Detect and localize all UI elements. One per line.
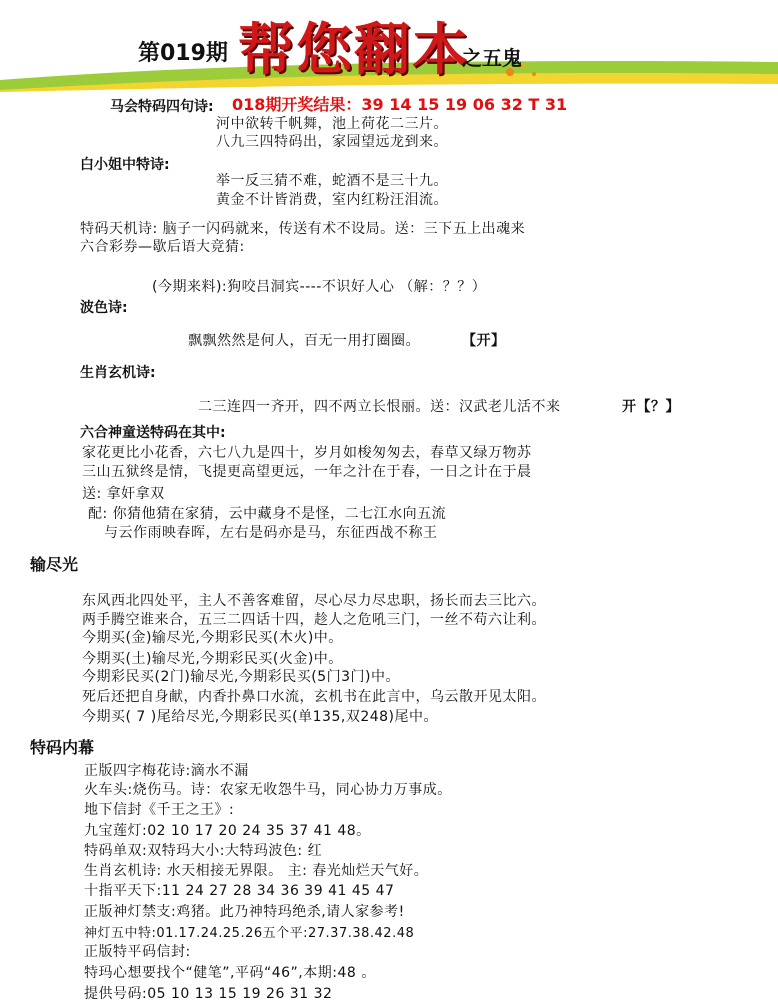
s5-label: 生肖玄机诗: (80, 365, 156, 381)
s8-line4: 九宝莲灯:02 10 17 20 24 35 37 41 48。 (84, 823, 371, 839)
s1-line1: 河中欲转千帆舞，池上荷花二三片。 (216, 116, 448, 132)
brand-title: 帮您翻本 (238, 17, 470, 83)
s2-line1: 举一反三猜不难，蛇酒不是三十九。 (216, 173, 448, 189)
s5-line1: 二三连四一齐开，四不两立长恨丽。送：汉武老儿活不来 (198, 399, 561, 415)
s7-line5: 今期彩民买(2门)输尽光,今期彩民买(5门3门)中。 (82, 669, 401, 685)
s8-line2: 火车头:烧伤马。诗：农家无收怨牛马，同心协力万事成。 (84, 782, 452, 798)
s8-line11: 特玛心想要找个“健笔”,平码“46”,本期:48 。 (84, 965, 376, 981)
s3-line2: 六合彩券—歇后语大竞猜: (80, 239, 245, 255)
s3-line1: 特码天机诗: 脑子一闪码就来，传送有术不设局。送：三下五上出魂来 (80, 221, 526, 237)
s6-line5: 与云作雨映春晖，左右是码亦是马，东征西战不称王 (104, 525, 438, 541)
s6-line4: 配: 你猜他猜在家猜，云中藏身不是怪，二七江水向五流 (88, 506, 447, 522)
s7-line4: 今期买(土)输尽光,今期彩民买(火金)中。 (82, 651, 343, 667)
s8-line7: 十指平天下:11 24 27 28 34 36 39 41 45 47 (84, 883, 395, 899)
s7-line3: 今期买(金)输尽光,今期彩民买(木火)中。 (82, 630, 343, 646)
s5-tag: 开【？】 (622, 399, 680, 415)
s6-label: 六合神童送特码在其中: (80, 425, 226, 441)
s1-line2: 八九三四特码出，家园望远龙到来。 (216, 134, 448, 150)
s7-line1: 东风西北四处平，主人不善客难留，尽心尽力尽忠职，扬长而去三比六。 (82, 593, 546, 609)
s4-line1: 飘飘然然是何人，百无一用打圈圈。 (188, 333, 420, 349)
s6-line3: 送: 拿奸拿双 (82, 486, 165, 502)
s8-line5: 特码单双:双特玛大小:大特玛波色: 红 (84, 843, 323, 859)
s8-line6: 生肖玄机诗: 水天相接无界限。 主: 春光灿烂天气好。 (84, 863, 429, 879)
s8-line3: 地下信封《千王之王》: (84, 802, 235, 818)
s4-tag: 【开】 (462, 333, 506, 349)
s2-line2: 黄金不计皆消费，室内红粉汪泪流。 (216, 192, 448, 208)
s4-label: 波色诗: (80, 300, 128, 316)
issue-number: 第019期 (138, 41, 228, 66)
brand-suffix: 之五鬼 (462, 46, 522, 70)
s8-line12: 提供号码:05 10 13 15 19 26 31 32 (84, 986, 333, 1002)
s7-line6: 死后还把自身献，内香扑鼻口水流，玄机书在此言中，乌云散开见太阳。 (82, 689, 546, 705)
s8-line10: 正版特平码信封: (84, 944, 191, 960)
s6-line1: 家花更比小花香，六七八九是四十，岁月如梭匆匆去，春草又绿万物苏 (82, 445, 532, 461)
s2-label: 白小姐中特诗: (80, 157, 170, 173)
s6-line2: 三山五狱终是情，飞提更高望更远，一年之汁在于春，一日之计在于晨 (82, 464, 532, 480)
s1-label: 马会特码四句诗: (110, 99, 214, 115)
last-result: 018期开奖结果：39 14 15 19 06 32 T 31 (232, 95, 568, 114)
s8-line1: 正版四字梅花诗:滴水不漏 (84, 763, 249, 779)
s7-heading: 输尽光 (30, 555, 79, 574)
s3-line3: (今期来料):狗咬吕洞宾----不识好人心 （解：？？） (152, 279, 487, 295)
s8-line8: 正版神灯禁支:鸡猪。此乃神特玛绝杀,请人家参考! (84, 904, 405, 920)
s7-line7: 今期买( 7 )尾给尽光,今期彩民买(单135,双248)尾中。 (82, 709, 438, 725)
banner-dot-3 (532, 72, 536, 76)
s8-heading: 特码内幕 (30, 738, 95, 757)
s8-line9: 神灯五中特:01.17.24.25.26五个平:27.37.38.42.48 (84, 926, 415, 941)
s7-line2: 两手腾空谁来合，五三二四话十四，趁人之危吼三门，一丝不苟六让利。 (82, 612, 546, 628)
